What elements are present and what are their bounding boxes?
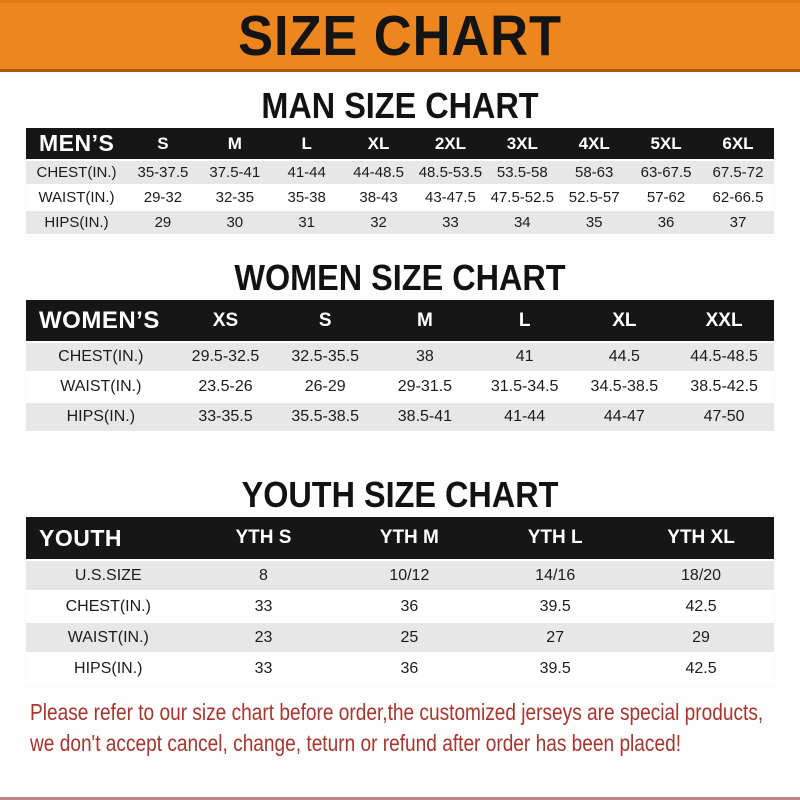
size-value: 31 <box>271 210 343 235</box>
col-header: YTH XL <box>628 517 774 560</box>
size-value: 10/12 <box>336 560 482 591</box>
size-value: 41-44 <box>271 160 343 185</box>
size-value: 42.5 <box>628 653 774 684</box>
row-label: HIPS(IN.) <box>26 402 176 432</box>
table-row <box>26 653 774 684</box>
banner-title: SIZE CHART <box>238 4 562 68</box>
col-header: YTH L <box>482 517 628 560</box>
size-value: 29 <box>628 622 774 653</box>
size-value: 38 <box>375 342 475 372</box>
banner <box>0 0 800 72</box>
size-value: 35 <box>558 210 630 235</box>
size-value: 32.5-35.5 <box>275 342 375 372</box>
col-header: XXL <box>674 300 774 342</box>
size-value: 52.5-57 <box>558 185 630 210</box>
size-value: 57-62 <box>630 185 702 210</box>
size-value: 29-32 <box>127 185 199 210</box>
row-label: U.S.SIZE <box>26 560 191 591</box>
women-section-heading: WOMEN SIZE CHART <box>234 257 566 298</box>
size-value: 37 <box>702 210 774 235</box>
size-value: 38-43 <box>343 185 415 210</box>
footer-line-2: we don't accept cancel, change, teturn or refund after order has been placed! <box>30 730 682 756</box>
size-value: 35-37.5 <box>127 160 199 185</box>
size-value: 63-67.5 <box>630 160 702 185</box>
table-row <box>26 160 774 185</box>
col-header: L <box>271 128 343 160</box>
size-value: 58-63 <box>558 160 630 185</box>
size-value: 29 <box>127 210 199 235</box>
size-value: 53.5-58 <box>486 160 558 185</box>
size-value: 26-29 <box>275 372 375 402</box>
row-label: WAIST(IN.) <box>26 185 127 210</box>
size-value: 29-31.5 <box>375 372 475 402</box>
size-value: 44-47 <box>575 402 675 432</box>
size-value: 44.5-48.5 <box>674 342 774 372</box>
size-value: 33 <box>414 210 486 235</box>
col-header: 6XL <box>702 128 774 160</box>
size-value: 18/20 <box>628 560 774 591</box>
footer-line-1: Please refer to our size chart before order,the customized jerseys are special products, <box>30 699 764 725</box>
col-header: 5XL <box>630 128 702 160</box>
size-value: 38.5-41 <box>375 402 475 432</box>
row-label: CHEST(IN.) <box>26 160 127 185</box>
footer-note <box>30 697 800 759</box>
size-value: 48.5-53.5 <box>414 160 486 185</box>
youth-size-table <box>26 517 774 685</box>
table-row <box>26 560 774 591</box>
youth-section-heading: YOUTH SIZE CHART <box>241 474 559 515</box>
col-header: M <box>199 128 271 160</box>
size-value: 35-38 <box>271 185 343 210</box>
men-header-row <box>26 128 774 160</box>
size-value: 67.5-72 <box>702 160 774 185</box>
col-header: YTH M <box>336 517 482 560</box>
col-header: 4XL <box>558 128 630 160</box>
size-value: 30 <box>199 210 271 235</box>
row-label: HIPS(IN.) <box>26 210 127 235</box>
size-value: 44.5 <box>575 342 675 372</box>
col-header: L <box>475 300 575 342</box>
size-value: 32 <box>343 210 415 235</box>
row-label: HIPS(IN.) <box>26 653 191 684</box>
size-value: 35.5-38.5 <box>275 402 375 432</box>
size-value: 23 <box>191 622 337 653</box>
size-value: 47.5-52.5 <box>486 185 558 210</box>
table-row <box>26 210 774 235</box>
size-value: 29.5-32.5 <box>176 342 276 372</box>
size-value: 42.5 <box>628 591 774 622</box>
size-value: 36 <box>336 591 482 622</box>
size-value: 32-35 <box>199 185 271 210</box>
size-value: 43-47.5 <box>414 185 486 210</box>
size-value: 36 <box>336 653 482 684</box>
size-value: 8 <box>191 560 337 591</box>
size-value: 23.5-26 <box>176 372 276 402</box>
row-label: WAIST(IN.) <box>26 622 191 653</box>
size-value: 33-35.5 <box>176 402 276 432</box>
men-size-table <box>26 128 774 236</box>
col-header: S <box>275 300 375 342</box>
table-label: WOMEN’S <box>26 300 176 342</box>
table-row <box>26 372 774 402</box>
youth-header-row <box>26 517 774 560</box>
size-value: 62-66.5 <box>702 185 774 210</box>
size-value: 47-50 <box>674 402 774 432</box>
size-value: 34 <box>486 210 558 235</box>
col-header: M <box>375 300 475 342</box>
size-value: 34.5-38.5 <box>575 372 675 402</box>
size-value: 27 <box>482 622 628 653</box>
size-value: 44-48.5 <box>343 160 415 185</box>
size-value: 41-44 <box>475 402 575 432</box>
size-value: 36 <box>630 210 702 235</box>
size-value: 38.5-42.5 <box>674 372 774 402</box>
size-value: 41 <box>475 342 575 372</box>
table-label: MEN’S <box>26 128 127 160</box>
table-label: YOUTH <box>26 517 191 560</box>
size-value: 39.5 <box>482 591 628 622</box>
col-header: XS <box>176 300 276 342</box>
col-header: YTH S <box>191 517 337 560</box>
table-row <box>26 402 774 432</box>
col-header: 3XL <box>486 128 558 160</box>
row-label: CHEST(IN.) <box>26 342 176 372</box>
table-row <box>26 622 774 653</box>
size-value: 39.5 <box>482 653 628 684</box>
women-header-row <box>26 300 774 342</box>
size-value: 14/16 <box>482 560 628 591</box>
women-size-table <box>26 300 774 433</box>
size-value: 37.5-41 <box>199 160 271 185</box>
size-value: 33 <box>191 591 337 622</box>
col-header: XL <box>343 128 415 160</box>
row-label: WAIST(IN.) <box>26 372 176 402</box>
col-header: XL <box>575 300 675 342</box>
men-section-heading: MAN SIZE CHART <box>261 85 539 126</box>
size-value: 33 <box>191 653 337 684</box>
row-label: CHEST(IN.) <box>26 591 191 622</box>
table-row <box>26 342 774 372</box>
col-header: 2XL <box>414 128 486 160</box>
size-value: 25 <box>336 622 482 653</box>
table-row <box>26 185 774 210</box>
table-row <box>26 591 774 622</box>
size-value: 31.5-34.5 <box>475 372 575 402</box>
col-header: S <box>127 128 199 160</box>
